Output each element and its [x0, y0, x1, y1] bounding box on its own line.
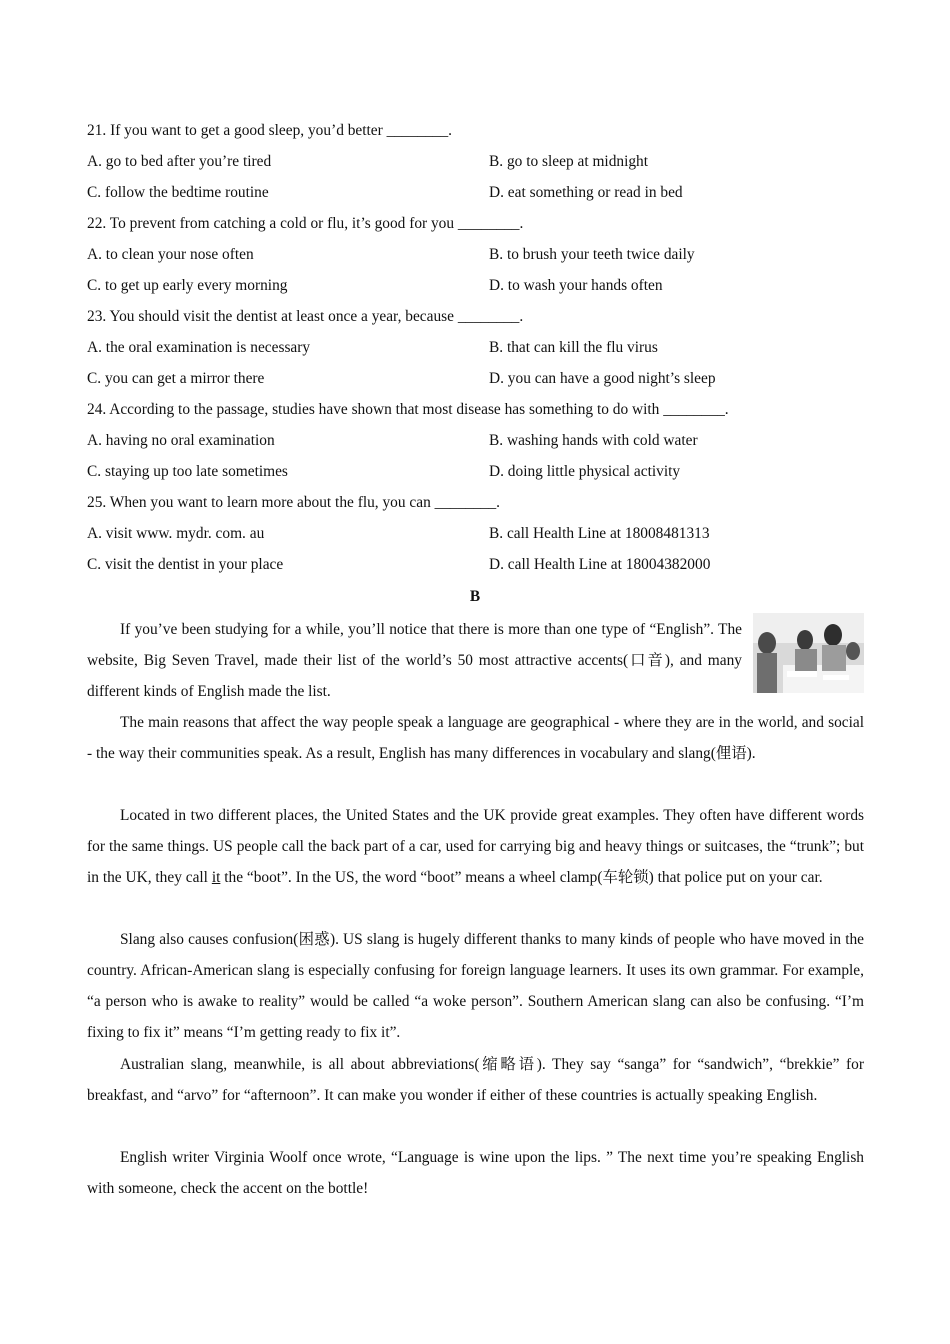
question-24-option-a: A. having no oral examination	[87, 432, 275, 449]
question-23-option-c: C. you can get a mirror there	[87, 370, 265, 387]
section-title: B	[469, 588, 481, 605]
question-21-stem: 21. If you want to get a good sleep, you’d better ________.	[87, 122, 453, 139]
question-25-option-d: D. call Health Line at 18004382000	[489, 556, 711, 573]
question-25-stem: 25. When you want to learn more about the flu, you can ________.	[87, 494, 501, 511]
question-24-option-c: C. staying up too late sometimes	[87, 463, 288, 480]
question-22-option-b: B. to brush your teeth twice daily	[489, 246, 695, 263]
question-21-option-b: B. go to sleep at midnight	[489, 153, 649, 170]
question-22-option-a: A. to clean your nose often	[87, 246, 254, 263]
question-21-option-c: C. follow the bedtime routine	[87, 184, 269, 201]
question-25-option-b: B. call Health Line at 18008481313	[489, 525, 710, 542]
students-photo-graphic	[753, 613, 864, 693]
passage-paragraph-4: Slang also causes confusion(困惑). US slang is hugely different thanks to many kinds of people who have moved in the country. African-American slang is especially confusing for foreign language learners. It uses its own grammar. For example, “a person who is awake to reality” would be called “a woke person”. Southern American slang can also be confusing. “I’m fixing to fix it” means “I’m getting ready to fix it”.	[87, 931, 864, 1041]
passage-paragraph-3-part-2: the “boot”. In the US, the word “boot” means a wheel clamp(车轮锁) that police put on your car.	[220, 869, 823, 886]
question-22-stem: 22. To prevent from catching a cold or flu, it’s good for you ________.	[87, 215, 524, 232]
question-22-option-c: C. to get up early every morning	[87, 277, 288, 294]
question-23-stem: 23. You should visit the dentist at least once a year, because ________.	[87, 308, 524, 325]
passage-paragraph-2: The main reasons that affect the way people speak a language are geographical - where they are in the world, and social - the way their communities speak. As a result, English has many differences in vocabulary and slang(俚语).	[87, 714, 864, 762]
passage-paragraph-1: If you’ve been studying for a while, you’ll notice that there is more than one type of “English”. The website, Big Seven Travel, made their list of the world’s 50 most attractive accents(口音), and many different kinds of English made the list.	[87, 621, 742, 700]
question-24-option-b: B. washing hands with cold water	[489, 432, 698, 449]
question-21-option-d: D. eat something or read in bed	[489, 184, 683, 201]
question-21-option-a: A. go to bed after you’re tired	[87, 153, 272, 170]
underlined-word-it: it	[211, 869, 221, 886]
question-24-stem: 24. According to the passage, studies have shown that most disease has something to do with ________.	[87, 401, 729, 418]
question-23-option-a: A. the oral examination is necessary	[87, 339, 311, 356]
passage-paragraph-3	[87, 800, 864, 893]
question-23-option-d: D. you can have a good night’s sleep	[489, 370, 716, 387]
passage-paragraph-3-part-1: Located in two different places, the United States and the UK provide great examples. They often have different words for the same things. US people call the back part of a car, used for carrying big and heavy things or suitcases, the “trunk”; but in the UK, they call	[87, 807, 864, 886]
question-23-option-b: B. that can kill the flu virus	[489, 339, 658, 356]
question-25-option-c: C. visit the dentist in your place	[87, 556, 284, 573]
question-22-option-d: D. to wash your hands often	[489, 277, 663, 294]
question-24-option-d: D. doing little physical activity	[489, 463, 681, 480]
passage-paragraph-5: Australian slang, meanwhile, is all about abbreviations(缩略语). They say “sanga” for “sandwich”, “brekkie” for breakfast, and “arvo” for “afternoon”. It can make you wonder if either of these countries is actually speaking English.	[87, 1056, 864, 1104]
question-25-option-a: A. visit www. mydr. com. au	[87, 525, 265, 542]
passage-paragraph-6: English writer Virginia Woolf once wrote, “Language is wine upon the lips. ” The next time you’re speaking English with someone, check the accent on the bottle!	[87, 1149, 864, 1197]
students-photo	[753, 613, 864, 693]
